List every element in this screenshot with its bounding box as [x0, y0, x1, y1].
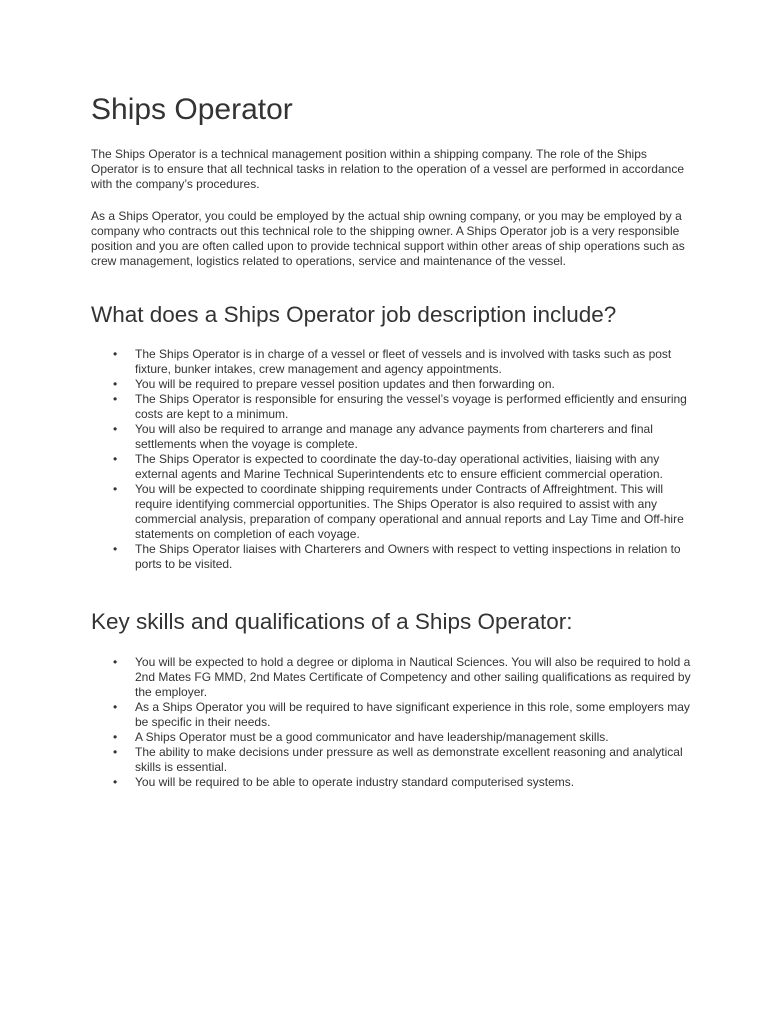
list-item-text: The Ships Operator is expected to coordinate the day-to-day operational activities, liaising with any external agents and Marine Technical Superintendents etc to ensure efficient commercial operation.	[135, 452, 663, 481]
job-description-list	[91, 347, 691, 572]
job-description-heading: What does a Ships Operator job description include?	[91, 302, 617, 327]
list-item-text: The Ships Operator is in charge of a vessel or fleet of vessels and is involved with tasks such as post fixture, bunker intakes, crew management and agency appointments.	[135, 347, 672, 376]
list-item	[91, 655, 691, 700]
intro-paragraph-2: As a Ships Operator, you could be employed by the actual ship owning company, or you may be employed by a company who contracts out this technical role to the shipping owner. A Ships Operator job is a very responsible position and you are often called upon to provide technical support within other areas of ship operations such as crew management, logistics related to operations, service and maintenance of the vessel.	[91, 209, 685, 268]
list-item	[91, 392, 691, 422]
bullet-icon: •	[113, 730, 118, 744]
list-item	[91, 775, 691, 790]
list-item	[91, 347, 691, 377]
list-item	[91, 730, 691, 745]
list-item-text: You will also be required to arrange and manage any advance payments from charterers and final settlements when the voyage is complete.	[135, 422, 653, 451]
list-item	[91, 422, 691, 452]
bullet-icon: •	[113, 392, 118, 406]
page-title: Ships Operator	[91, 93, 293, 126]
list-item	[91, 377, 691, 392]
list-item-text: As a Ships Operator you will be required to have significant experience in this role, some employers may be specific in their needs.	[135, 700, 690, 729]
key-skills-heading: Key skills and qualifications of a Ships Operator:	[91, 609, 573, 634]
list-item-text: You will be expected to hold a degree or diploma in Nautical Sciences. You will also be required to hold a 2nd Mates FG MMD, 2nd Mates Certificate of Competency and other sailing qualifications as required by the employer.	[135, 655, 691, 699]
list-item-text: You will be expected to coordinate shipping requirements under Contracts of Affreightment. This will require identifying commercial opportunities. The Ships Operator is also required to assist with any commercial analysis, preparation of company operational and annual reports and Lay Time and Off-hire statements on completion of each voyage.	[135, 482, 684, 541]
list-item-text: The ability to make decisions under pressure as well as demonstrate excellent reasoning and analytical skills is essential.	[135, 745, 683, 774]
list-item	[91, 452, 691, 482]
bullet-icon: •	[113, 347, 118, 361]
bullet-icon: •	[113, 452, 118, 466]
bullet-icon: •	[113, 775, 118, 789]
list-item	[91, 482, 691, 542]
bullet-icon: •	[113, 482, 118, 496]
list-item-text: The Ships Operator liaises with Charterers and Owners with respect to vetting inspections in relation to ports to be visited.	[135, 542, 681, 571]
list-item	[91, 700, 691, 730]
intro-paragraph-1: The Ships Operator is a technical management position within a shipping company. The role of the Ships Operator is to ensure that all technical tasks in relation to the operation of a vessel are performed in accordance with the company’s procedures.	[91, 147, 684, 191]
bullet-icon: •	[113, 542, 118, 556]
list-item	[91, 745, 691, 775]
list-item-text: A Ships Operator must be a good communicator and have leadership/management skills.	[135, 730, 609, 744]
bullet-icon: •	[113, 377, 118, 391]
bullet-icon: •	[113, 422, 118, 436]
bullet-icon: •	[113, 700, 118, 714]
list-item-text: The Ships Operator is responsible for ensuring the vessel’s voyage is performed efficiently and ensuring costs are kept to a minimum.	[135, 392, 687, 421]
key-skills-list	[91, 655, 691, 790]
list-item-text: You will be required to prepare vessel position updates and then forwarding on.	[135, 377, 555, 391]
bullet-icon: •	[113, 655, 118, 669]
list-item-text: You will be required to be able to operate industry standard computerised systems.	[135, 775, 575, 789]
list-item	[91, 542, 691, 572]
bullet-icon: •	[113, 745, 118, 759]
